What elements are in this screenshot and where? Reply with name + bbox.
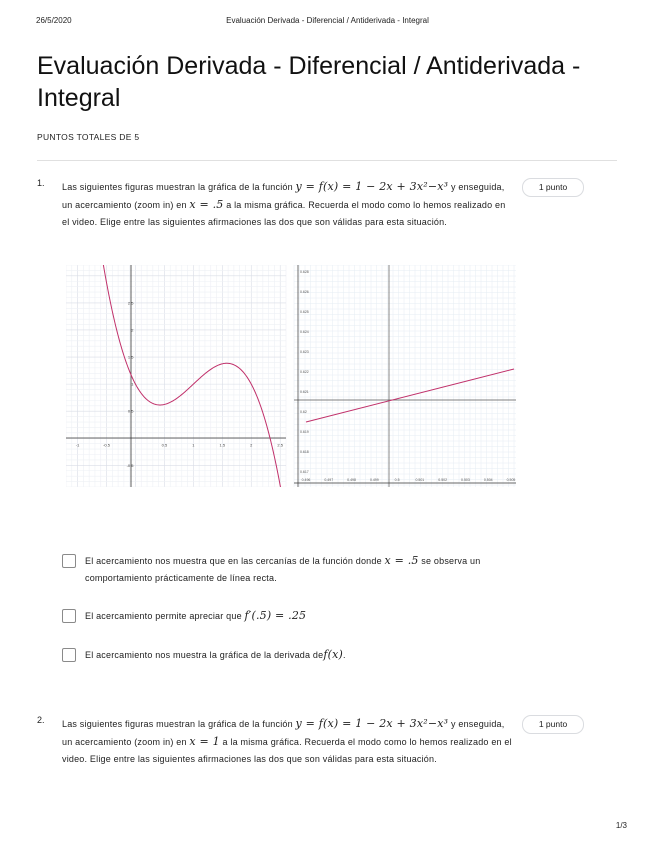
right-y-tick-label: 0.626 bbox=[300, 290, 309, 294]
right-plot bbox=[294, 265, 516, 487]
function-formula: y = f(x) = 1 − 2x + 3x²−x³ bbox=[295, 717, 449, 730]
page-title: Evaluación Derivada - Diferencial / Antiderivada - Integral bbox=[37, 52, 581, 112]
right-y-tick-label: 0.618 bbox=[300, 450, 309, 454]
question-text: Las siguientes figuras muestran la gráfica de la función y = f(x) = 1 − 2x + 3x²−x³ y enseguida, un acercamiento (zoom in) en x = 1 a la misma gráfica. Recuerda el modo como lo hemos realizado en el video. Elige entre las siguientes afirmaciones las dos que son válidas para esta situación. bbox=[62, 717, 512, 764]
left-y-tick-label: -0.5 bbox=[126, 462, 134, 468]
question-1-figures bbox=[66, 265, 516, 487]
right-y-tick-label: 0.623 bbox=[300, 350, 309, 354]
left-y-tick-label: 0.5 bbox=[127, 408, 134, 414]
left-y-tick-label: 2 bbox=[131, 327, 134, 333]
option-checkbox[interactable] bbox=[62, 648, 76, 662]
left-y-tick-label: 1 bbox=[131, 381, 134, 387]
right-y-tick-label: 0.62 bbox=[300, 410, 307, 414]
left-x-tick-label: 1 bbox=[192, 442, 195, 448]
right-x-tick-label: 0.503 bbox=[461, 478, 470, 482]
right-x-tick-label: 0.498 bbox=[347, 478, 356, 482]
right-plot-area bbox=[294, 265, 516, 487]
option-checkbox[interactable] bbox=[62, 554, 76, 568]
question-text: Las siguientes figuras muestran la gráfica de la función y = f(x) = 1 − 2x + 3x²−x³ y enseguida, un acercamiento (zoom in) en x = .5 a la misma gráfica. Recuerda el modo como lo hemos realizado en el video. Elige entre las siguientes afirmaciones las dos que son válidas para esta situación. bbox=[62, 180, 506, 227]
left-x-tick-label: 2 bbox=[250, 442, 253, 448]
points-badge: 1 punto bbox=[522, 715, 584, 734]
divider bbox=[37, 160, 617, 161]
print-header-title: Evaluación Derivada - Diferencial / Antiderivada - Integral bbox=[226, 16, 429, 25]
right-y-tick-label: 0.628 bbox=[300, 270, 309, 274]
right-x-tick-label: 0.497 bbox=[324, 478, 334, 482]
question-number: 2. bbox=[37, 715, 45, 725]
function-formula: y = f(x) = 1 − 2x + 3x²−x³ bbox=[295, 180, 449, 193]
left-y-tick-label: 2.5 bbox=[127, 300, 134, 306]
right-x-tick-label: 0.504 bbox=[483, 478, 493, 482]
print-date: 26/5/2020 bbox=[36, 16, 72, 25]
page-number: 1/3 bbox=[615, 821, 627, 830]
right-y-tick-label: 0.622 bbox=[300, 370, 309, 374]
right-x-tick-label: 0.501 bbox=[415, 478, 425, 482]
zoom-point: x = 1 bbox=[189, 735, 220, 748]
right-y-tick-label: 0.617 bbox=[300, 470, 309, 474]
left-plot bbox=[66, 265, 286, 487]
left-x-tick-label: 0.5 bbox=[161, 442, 168, 448]
right-x-tick-label: 0.505 bbox=[506, 478, 516, 482]
right-x-tick-label: 0.5 bbox=[394, 478, 400, 482]
points-badge: 1 punto bbox=[522, 178, 584, 197]
zoom-point: x = .5 bbox=[189, 198, 224, 211]
right-y-tick-label: 0.625 bbox=[300, 310, 309, 314]
right-y-tick-label: 0.619 bbox=[300, 430, 309, 434]
left-x-tick-label: 1.5 bbox=[219, 442, 226, 448]
right-x-tick-label: 0.502 bbox=[438, 478, 448, 482]
left-x-tick-label: -0.5 bbox=[103, 442, 110, 448]
right-y-tick-label: 0.624 bbox=[300, 330, 309, 334]
left-y-tick-label: 1.5 bbox=[127, 354, 134, 360]
right-x-tick-label: 0.499 bbox=[369, 478, 379, 482]
left-x-tick-label: 2.5 bbox=[277, 442, 283, 448]
right-y-tick-label: 0.621 bbox=[300, 390, 309, 394]
left-x-tick-label: -1 bbox=[75, 442, 80, 448]
right-x-tick-label: 0.496 bbox=[301, 478, 311, 482]
question-number: 1. bbox=[37, 178, 45, 188]
option-checkbox[interactable] bbox=[62, 609, 76, 623]
total-points: PUNTOS TOTALES DE 5 bbox=[37, 132, 140, 142]
